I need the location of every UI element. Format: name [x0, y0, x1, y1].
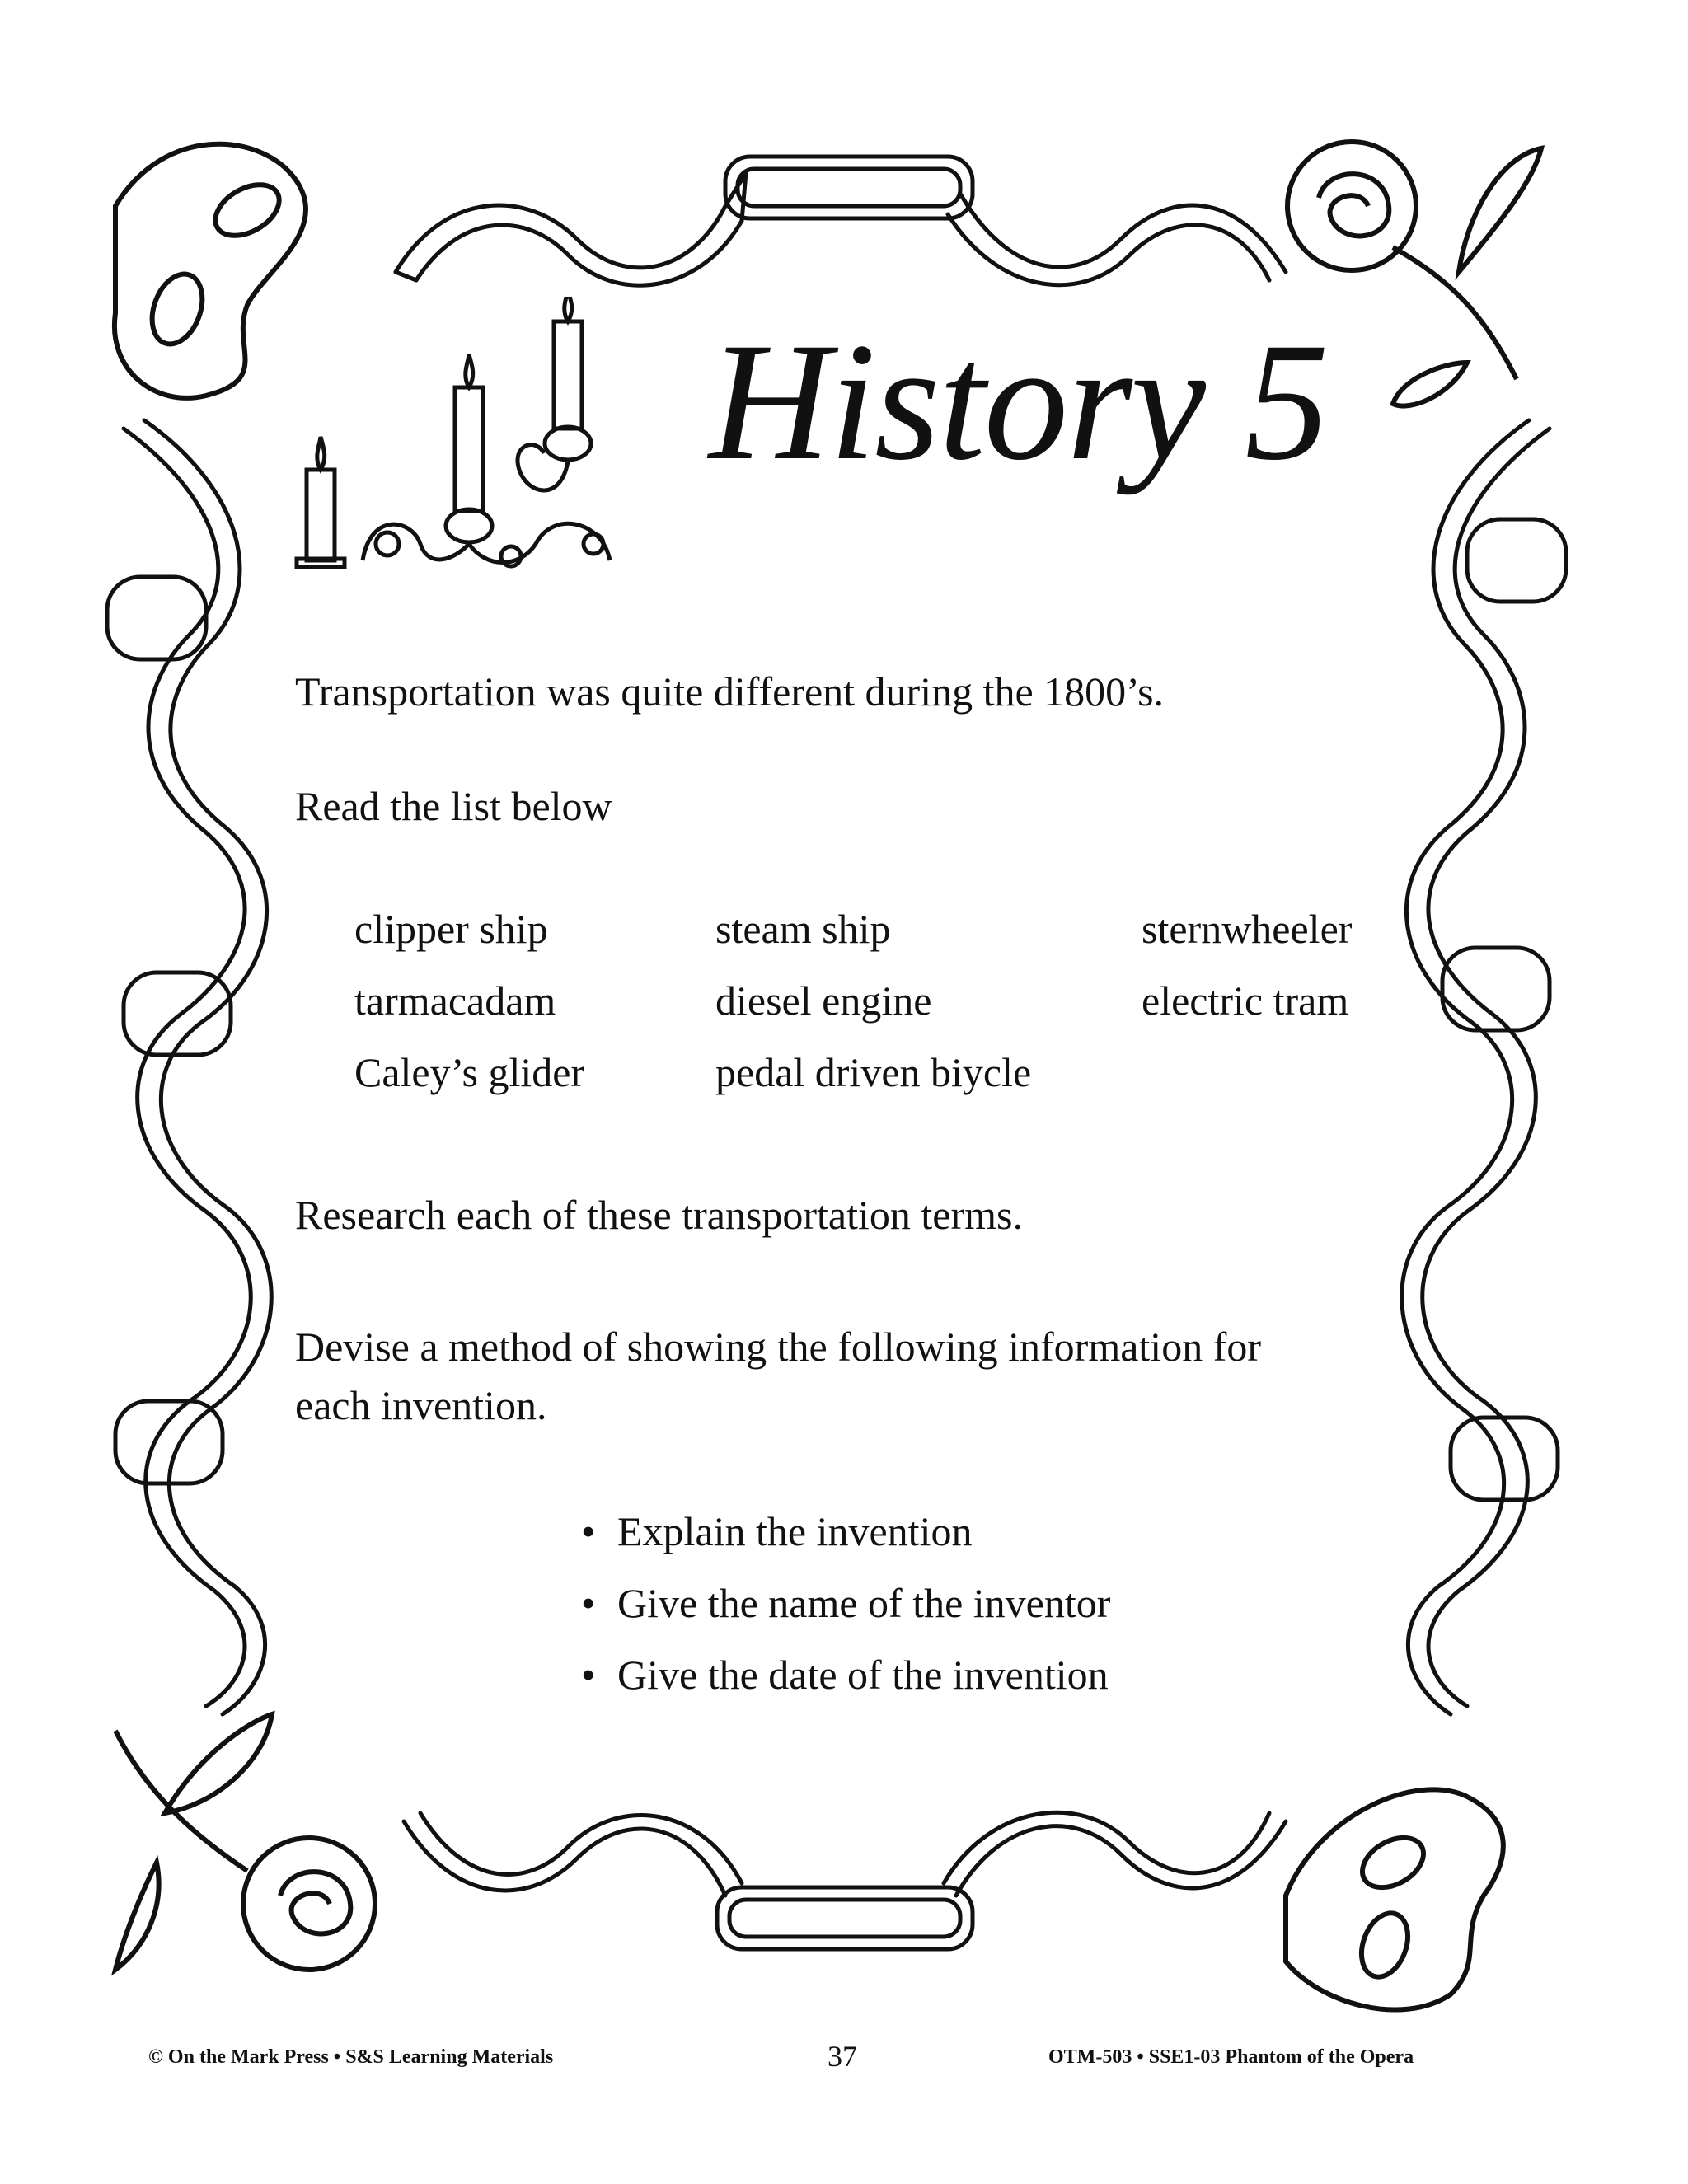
list-item: sternwheeler — [1142, 906, 1353, 952]
list-item: Caley’s glider — [354, 1049, 585, 1095]
bullet-item: • Give the name of the inventor — [581, 1580, 1111, 1626]
list-item: electric tram — [1142, 977, 1349, 1024]
list-item: pedal driven biycle — [715, 1049, 1032, 1095]
page-number: 37 — [828, 2040, 857, 2073]
research-instruction: Research each of these transportation terms. — [295, 1192, 1023, 1238]
devise-instruction-line1: Devise a method of showing the following information for — [295, 1324, 1261, 1370]
mask-icon — [115, 144, 306, 398]
candelabra-icon — [288, 297, 618, 577]
mask-icon — [1286, 1789, 1503, 2009]
devise-instruction-line2: each invention. — [295, 1382, 547, 1428]
list-item: diesel engine — [715, 977, 932, 1024]
list-item: steam ship — [715, 906, 891, 952]
read-instruction: Read the list below — [295, 783, 612, 829]
bullet-item: • Explain the invention — [581, 1508, 973, 1554]
bullet-item: • Give the date of the invention — [581, 1652, 1109, 1698]
list-item: tarmacadam — [354, 977, 556, 1024]
rose-icon — [115, 1714, 375, 1970]
footer-publisher: © On the Mark Press • S&S Learning Materials — [148, 2046, 554, 2068]
list-item: clipper ship — [354, 906, 548, 952]
page-title: History 5 — [709, 308, 1328, 495]
footer-product-code: OTM-503 • SSE1-03 Phantom of the Opera — [1048, 2046, 1414, 2068]
intro-paragraph: Transportation was quite different during the 1800’s. — [295, 668, 1165, 715]
